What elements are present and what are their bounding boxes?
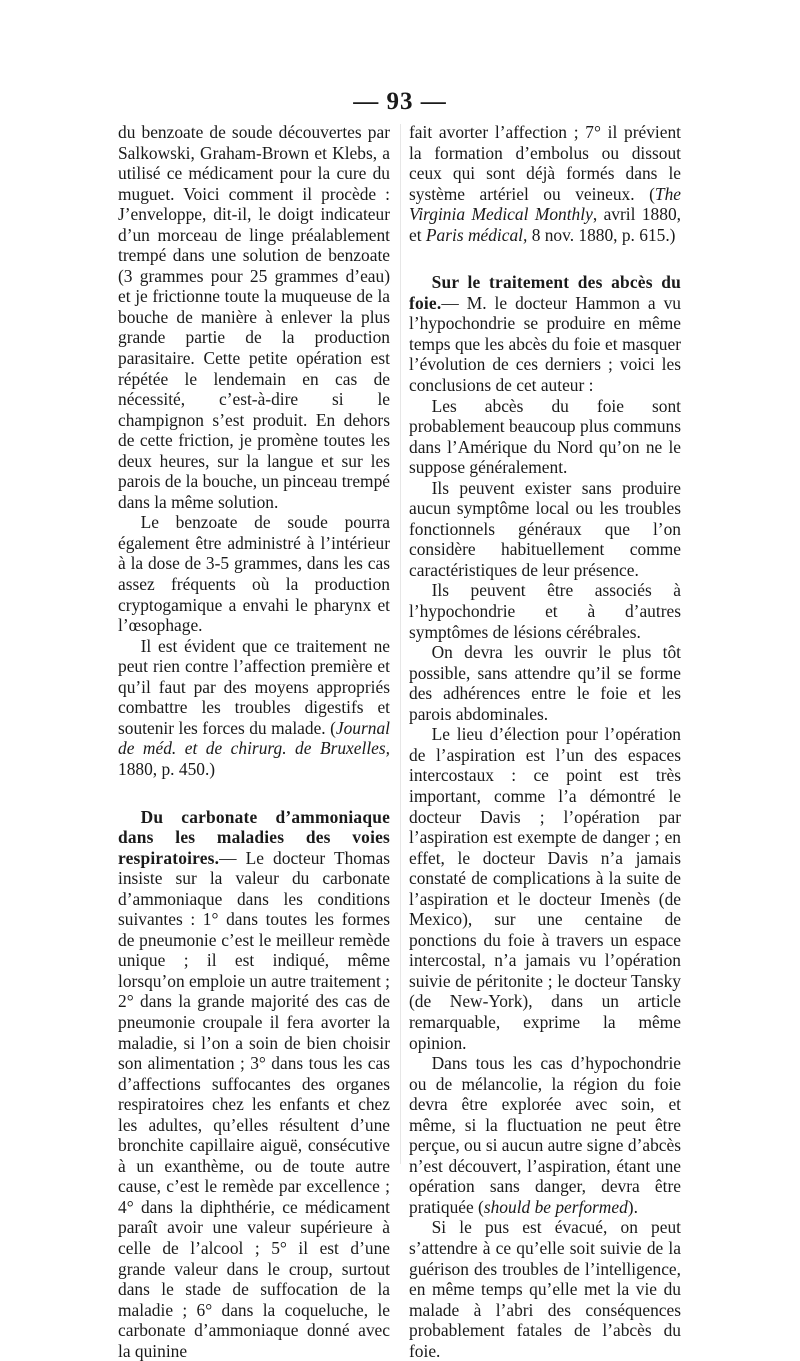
journal-citation: Journal de méd. et de chirurg. de Bruxelles, (118, 718, 390, 759)
paragraph: Si le pus est évacué, on peut s’attendre à ce qu’elle soit suivie de la guérison des troubles de l’intelligence, en même temps qu’elle met la vie du malade à l’abri des conséquences probablement fatales de l’abcès du foie. (409, 1217, 681, 1361)
journal-citation: Paris médical, (426, 225, 527, 245)
english-quote: should be performed (484, 1197, 628, 1217)
left-column (118, 122, 390, 1202)
paragraph: Ils peuvent exister sans produire aucun symptôme local ou les troubles fonctionnels généraux que l’on considère habituellement comme caractéristiques de leur présence. (409, 478, 681, 581)
section-heading: Du carbonate d’ammoniaque dans les maladies des voies respiratoires. (118, 807, 390, 868)
paragraph-text: — M. le docteur Hammon a vu l’hypochondrie se produire en même temps que les abcès du foie et masquer l’évolution de ces derniers ; voici les conclusions de cet auteur : (409, 293, 681, 395)
section-heading: Sur le traitement des abcès du foie. (409, 272, 681, 313)
article-paragraph (409, 272, 681, 395)
citation-text: , avril 1880, et (409, 204, 681, 245)
column-divider (400, 124, 401, 1164)
paragraph: On devra les ouvrir le plus tôt possible, sans attendre qu’il se forme des adhérences entre le foie et les parois abdominales. (409, 642, 681, 724)
journal-citation: The Virginia Medical Monthly (409, 184, 681, 225)
paragraph-text: Dans tous les cas d’hypochondrie ou de mélancolie, la région du foie devra être explorée avec soin, et même, si la fluctuation ne peut être perçue, ou si aucun autre signe d’abcès n’est découvert, l’aspiration, étant une opération sans danger, devra être pratiquée ( (409, 1053, 681, 1217)
paragraph: Ils peuvent être associés à l’hypochondrie et à d’autres symptômes de lésions cérébrales. (409, 580, 681, 642)
article-paragraph (118, 807, 390, 1361)
paragraph-text: — Le docteur Thomas insiste sur la valeur du carbonate d’ammoniaque dans les conditions suivantes : 1° dans toutes les formes de pneumonie c’est le meilleur remède unique ; il est indiqué, même lorsqu’on emploie un autre traitement ; 2° dans la grande majorité des cas de pneumonie croupale il fera avorter la maladie, si l’on a soin de bien choisir son alimentation ; 3° dans tous les cas d’affections suffocantes des organes respiratoires chez les enfants et chez les adultes, qu’elles résultent d’une bronchite capillaire aiguë, consécutive à un exanthème, ou de toute autre cause, c’est le remède par excellence ; 4° dans la diphthérie, ce médicament paraît avoir une valeur supérieure à celle de l’alcool ; 5° il est d’une grande valeur dans le croup, surtout dans le stade de suffocation de la maladie ; 6° dans la coqueluche, le carbonate d’ammoniaque donné avec la quinine (118, 848, 390, 1361)
paragraph-text: fait avorter l’affection ; 7° il prévient la formation d’embolus ou dissout ceux qui sont déjà formés dans le système artériel ou veineux. ( (409, 122, 681, 204)
paragraph-text: Il est évident que ce traitement ne peut rien contre l’affection première et qu’il faut par des moyens appropriés combattre les troubles digestifs et soutenir les forces du malade. ( (118, 636, 390, 738)
paragraph: Les abcès du foie sont probablement beaucoup plus communs dans l’Amérique du Nord qu’on ne le suppose généralement. (409, 396, 681, 478)
page-number: — 93 — (0, 88, 800, 116)
paragraph: Le benzoate de soude pourra également être administré à l’intérieur à la dose de 3-5 grammes, dans les cas assez fréquents où la production cryptogamique a envahi le pharynx et l’œsophage. (118, 512, 390, 635)
paragraph (409, 122, 681, 245)
citation-end: 1880, p. 450.) (118, 759, 215, 779)
paragraph-end: ). (628, 1197, 638, 1217)
right-column (409, 122, 681, 1202)
paragraph: du benzoate de soude découvertes par Salkowski, Graham-Brown et Klebs, a utilisé ce médicament pour la cure du muguet. Voici comment il procède : J’enveloppe, dit-il, le doigt indicateur d’un morceau de linge préalablement trempé dans une solution de benzoate (3 grammes pour 25 grammes d’eau) et je frictionne toute la muqueuse de la bouche de manière à enlever la plus grande partie de la production parasitaire. Cette petite opération est répétée le lendemain en cas de nécessité, c’est-à-dire si le champignon s’est produit. En dehors de cette friction, je promène toutes les deux heures, sur la langue et sur les parois de la bouche, un pinceau trempé dans la même solution. (118, 122, 390, 512)
paragraph (409, 1053, 681, 1217)
citation-end: 8 nov. 1880, p. 615.) (527, 225, 675, 245)
paragraph: Le lieu d’élection pour l’opération de l’aspiration est l’un des espaces intercostaux : ce point est très important, comme l’a démontré le docteur Davis ; l’opération par l’aspiration est exempte de danger ; en effet, le docteur Davis n’a jamais constaté de complications à la suite de l’aspiration et le docteur Imenès (de Mexico), sur une centaine de ponctions du foie à travers un espace intercostal, n’a jamais vu l’opération suivie de péritonite ; le docteur Tansky (de New-York), dans un article remarquable, exprime la même opinion. (409, 724, 681, 1053)
paragraph (118, 636, 390, 780)
